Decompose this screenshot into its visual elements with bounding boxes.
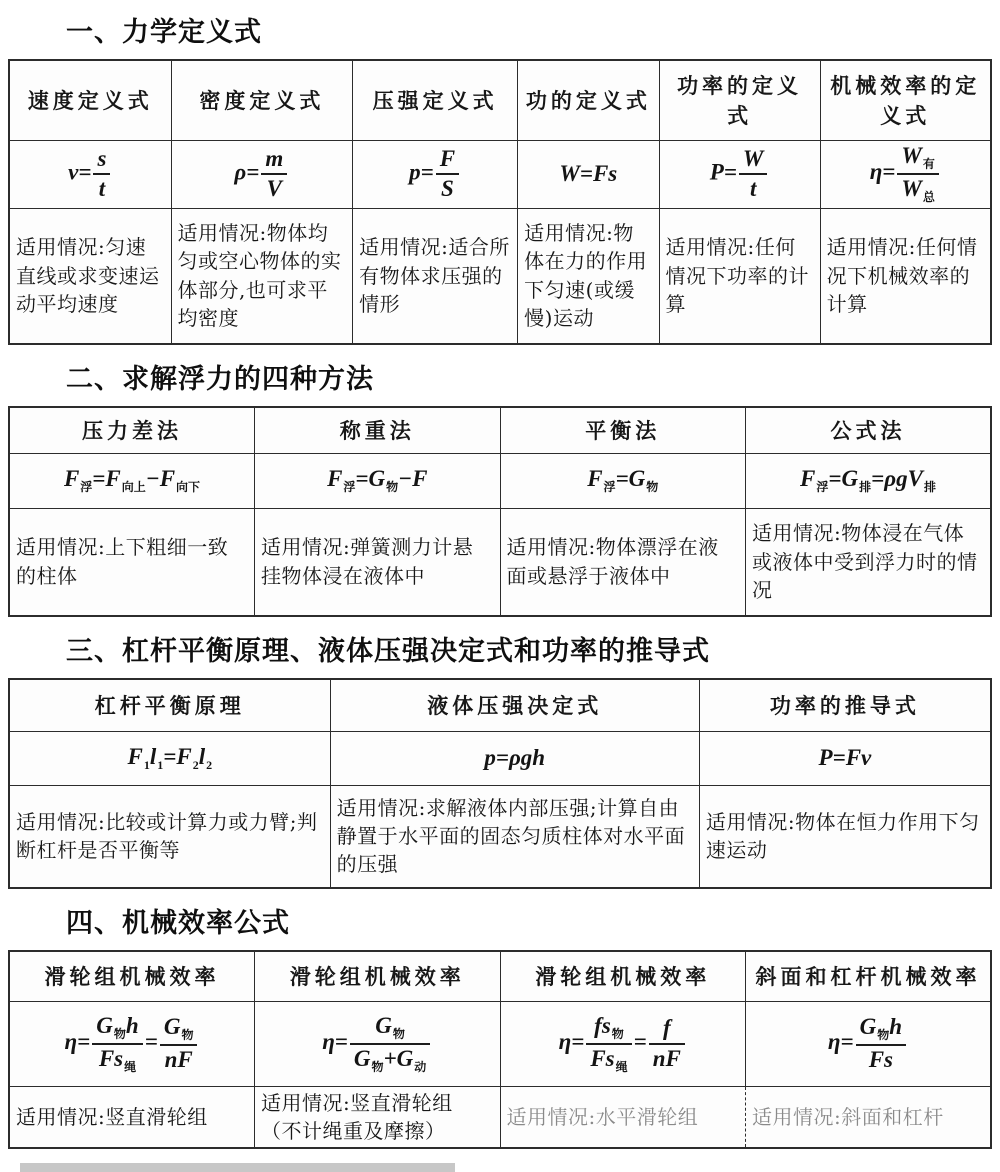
usage-cell: 适用情况:竖直滑轮组（不计绳重及摩擦） [255,1086,501,1148]
header-cell: 液体压强决定式 [330,679,699,731]
header-cell: 机械效率的定义式 [820,60,991,140]
header-cell: 速度定义式 [9,60,171,140]
table-mechanical-efficiency [8,950,992,1149]
formula-cell: P= $\frac{W}{t}$ [659,140,820,208]
formula-cell: $F_浮=G_物$ [500,453,746,508]
formula-cell: $F_浮=G_排=\rho gV_排$ [746,453,992,508]
table-buoyancy-methods [8,406,992,617]
header-cell: 斜面和杠杆机械效率 [746,951,992,1001]
header-cell: 公式法 [746,407,992,453]
formula-cell: p= $\frac{F}{S}$ [353,140,518,208]
usage-cell: 适用情况:任何情况下机械效率的计算 [820,208,991,344]
bottom-gray-bar [20,1163,455,1172]
usage-cell: 适用情况:物体均匀或空心物体的实体部分,也可求平均密度 [171,208,353,344]
formula-cell: η= $\frac{G_物h}{Fs_绳}$ = $\frac{G_物}{nF}$ [9,1001,255,1086]
header-cell: 密度定义式 [171,60,353,140]
formula-cell: $F_1l_1=F_2l_2$ [9,731,330,785]
usage-cell: 适用情况:求解液体内部压强;计算自由静置于水平面的固态匀质柱体对水平面的压强 [330,785,699,888]
table-lever-pressure-power [8,678,992,889]
header-cell: 压强定义式 [353,60,518,140]
header-cell: 平衡法 [500,407,746,453]
formula-cell: p=ρgh [330,731,699,785]
formula-cell: W=Fs [518,140,659,208]
section-title-lever-pressure-power: 三、杠杆平衡原理、液体压强决定式和功率的推导式 [66,636,710,666]
formula-cell: $F_浮=G_物-F$ [255,453,501,508]
formula-cell: ρ= $\frac{m}{V}$ [171,140,353,208]
usage-cell: 适用情况:上下粗细一致的柱体 [9,508,255,616]
formula-cell: η= $\frac{G_物h}{Fs}$ [746,1001,992,1086]
header-cell: 滑轮组机械效率 [500,951,746,1001]
section-title-buoyancy: 二、求解浮力的四种方法 [66,364,374,394]
formula-cell: $F_浮=F_{向上}-F_{向下}$ [9,453,255,508]
formula-cell: P=Fv [699,731,991,785]
usage-cell: 适用情况:弹簧测力计悬挂物体浸在液体中 [255,508,501,616]
usage-cell: 适用情况:水平滑轮组 [500,1086,746,1148]
formula-cell: η= $\frac{G_物}{G_物+G_动}$ [255,1001,501,1086]
usage-cell: 适用情况:斜面和杠杆 [746,1086,992,1148]
usage-cell: 适用情况:比较或计算力或力臂;判断杠杆是否平衡等 [9,785,330,888]
section-title-mechanics: 一、力学定义式 [66,17,262,47]
usage-cell: 适用情况:物体在恒力作用下匀速运动 [699,785,991,888]
table-mechanics-definitions [8,59,992,345]
formula-cell: η= $\frac{fs_物}{Fs_绳}$ = $\frac{f}{nF}$ [500,1001,746,1086]
header-cell: 滑轮组机械效率 [9,951,255,1001]
header-cell: 压力差法 [9,407,255,453]
section-title-efficiency: 四、机械效率公式 [66,908,290,938]
usage-cell: 适用情况:匀速直线或求变速运动平均速度 [9,208,171,344]
formula-cell: v= $\frac{s}{t}$ [9,140,171,208]
usage-cell: 适用情况:竖直滑轮组 [9,1086,255,1148]
usage-cell: 适用情况:物体漂浮在液面或悬浮于液体中 [500,508,746,616]
header-cell: 功的定义式 [518,60,659,140]
usage-cell: 适用情况:适合所有物体求压强的情形 [353,208,518,344]
usage-cell: 适用情况:物体在力的作用下匀速(或缓慢)运动 [518,208,659,344]
header-cell: 滑轮组机械效率 [255,951,501,1001]
usage-cell: 适用情况:任何情况下功率的计算 [659,208,820,344]
header-cell: 功率的推导式 [699,679,991,731]
formula-cell: η= $\frac{W_有}{W_总}$ [820,140,991,208]
header-cell: 功率的定义式 [659,60,820,140]
header-cell: 杠杆平衡原理 [9,679,330,731]
header-cell: 称重法 [255,407,501,453]
usage-cell: 适用情况:物体浸在气体或液体中受到浮力时的情况 [746,508,992,616]
